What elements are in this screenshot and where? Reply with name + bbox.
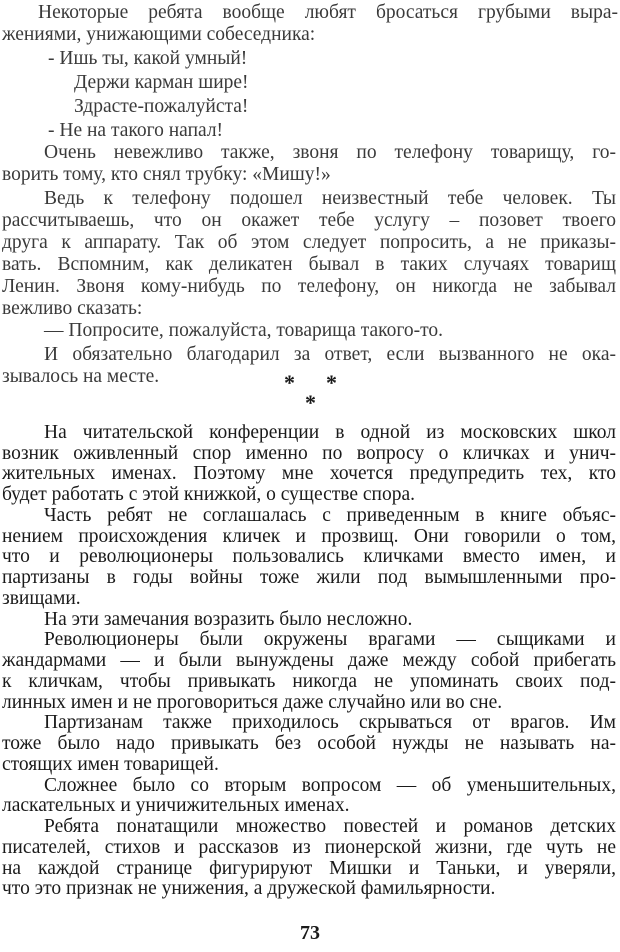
dialogue-line: Здрасте-пожалуйста! <box>74 96 249 117</box>
text-line: Ведь к телефону подошел неизвестный тебе человек. Ты <box>44 188 616 209</box>
text-line: ворить тому, кто снял трубку: «Мишу!» <box>2 164 331 185</box>
text-line: друга к аппарату. Так об этом следует попросить, а не приказы- <box>2 232 616 253</box>
text-line: возник оживленный спор именно по вопросу о кличках и унич- <box>2 443 616 464</box>
page-number: 73 <box>300 922 320 944</box>
text-line: вежливо сказать: <box>2 298 143 319</box>
text-line: Часть ребят не соглашалась с приведенным в книге объяс- <box>44 505 616 526</box>
text-line: линных имен и не проговориться даже случайно или во сне. <box>2 692 503 713</box>
text-line: Некоторые ребята вообще любят бросаться грубыми выра- <box>38 2 618 23</box>
text-line: будет работать с этой книжкой, о существе спора. <box>2 484 416 505</box>
text-line: зывалось на месте. <box>2 366 160 387</box>
dialogue-line: - Ишь ты, какой умный! <box>48 48 248 69</box>
text-line: рассчитываешь, что он окажет тебе услугу – позовет твоего <box>2 210 616 231</box>
text-line: жительных именах. Поэтому мне хочется предупредить тех, кто <box>2 463 616 484</box>
text-line: на каждой странице фигурируют Мишки и Таньки, и уверяли, <box>2 858 616 879</box>
text-line: звищами. <box>2 588 81 609</box>
text-line: На читательской конференции в одной из московских школ <box>44 422 616 443</box>
text-line: что это признак не унижения, а дружеской фамильярности. <box>2 878 496 899</box>
text-line: писателей, стихов и рассказов из пионерской жизни, где чуть не <box>2 837 616 858</box>
asterisk: * <box>326 370 337 395</box>
text-line: стоящих имен товарищей. <box>2 754 219 775</box>
asterisk: * <box>284 370 295 395</box>
text-line: На эти замечания возразить было несложно. <box>44 609 413 630</box>
text-line: что и революционеры пользовались кличками вместо имен, и <box>2 546 616 567</box>
text-line: партизаны в годы войны тоже жили под вымышленными про- <box>2 567 616 588</box>
asterisk: * <box>305 390 316 415</box>
text-line: Очень невежливо также, звоня по телефону товарищу, го- <box>44 142 616 163</box>
text-line: Ленин. Звоня кому-нибудь по телефону, он никогда не забывал <box>2 276 616 297</box>
text-line: Партизанам также приходилось скрываться от врагов. Им <box>44 712 616 733</box>
text-line: Ребята понатащили множество повестей и романов детских <box>44 816 616 837</box>
text-line: И обязательно благодарил за ответ, если вызванного не ока- <box>44 344 616 365</box>
text-line: вать. Вспомним, как деликатен бывал в таких случаях товарищ <box>2 254 616 275</box>
dialogue-line: Держи карман шире! <box>74 72 249 93</box>
dialogue-line: — Попросите, пожалуйста, товарища такого-то. <box>44 320 444 341</box>
text-line: жандармами — и были вынуждены даже между собой прибегать <box>2 650 616 671</box>
text-line: Революционеры были окружены врагами — сыщиками и <box>44 629 616 650</box>
text-line: к кличкам, чтобы привыкать никогда не упоминать своих под- <box>2 671 616 692</box>
text-line: нением происхождения кличек и прозвищ. Они говорили о том, <box>2 526 616 547</box>
text-line: тоже было надо привыкать без особой нужды не называть на- <box>2 733 616 754</box>
text-line: ласкательных и уничижительных именах. <box>2 795 350 816</box>
text-line: жениями, унижающими собеседника: <box>2 24 316 45</box>
dialogue-line: - Не на такого напал! <box>48 120 224 141</box>
text-line: Сложнее было со вторым вопросом — об уменьшительных, <box>44 775 616 796</box>
